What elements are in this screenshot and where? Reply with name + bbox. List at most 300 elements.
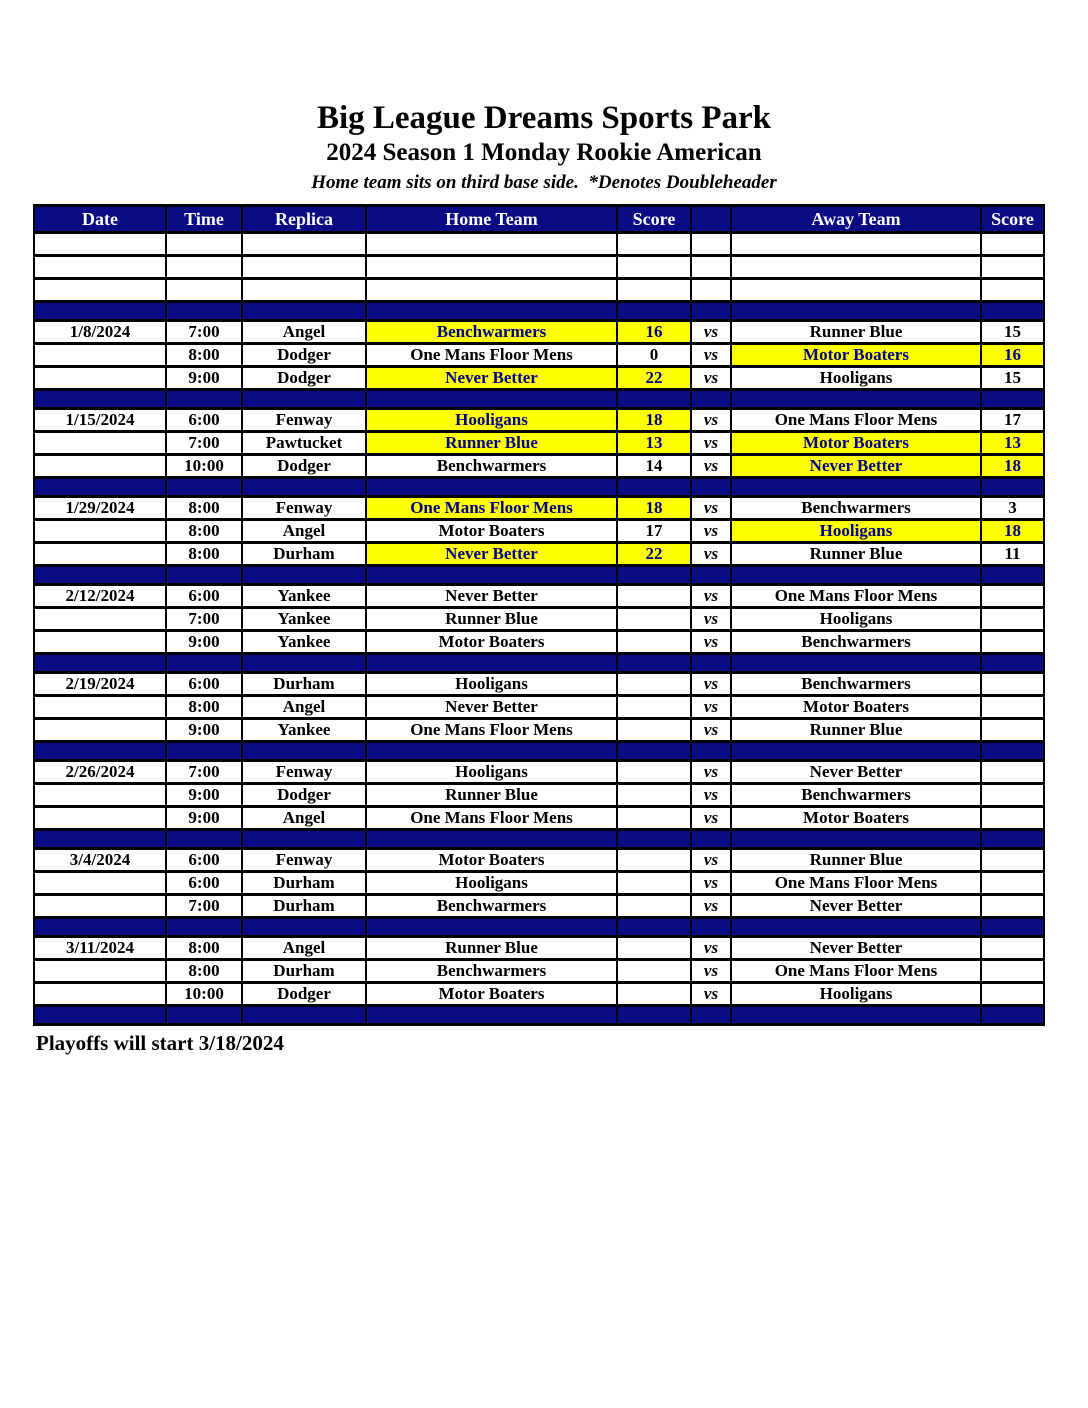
time-cell: 8:00	[166, 960, 242, 983]
time-cell: 7:00	[166, 321, 242, 344]
game-row	[34, 872, 1044, 895]
away-team-cell: Hooligans	[731, 367, 981, 390]
away-team-cell: Motor Boaters	[731, 432, 981, 455]
home-team-cell	[366, 256, 617, 279]
separator-row	[34, 302, 1044, 321]
time-cell: 6:00	[166, 409, 242, 432]
replica-cell	[242, 1006, 366, 1025]
away-team-cell: Benchwarmers	[731, 631, 981, 654]
vs-cell: vs	[691, 321, 731, 344]
page-title: Big League Dreams Sports Park	[316, 100, 772, 136]
away-team-cell: One Mans Floor Mens	[731, 960, 981, 983]
col-header-home-team: Home Team	[366, 206, 617, 233]
blank-row	[34, 233, 1044, 256]
home-team-cell: Hooligans	[366, 673, 617, 696]
game-row	[34, 960, 1044, 983]
replica-cell: Dodger	[242, 983, 366, 1006]
page-note: Home team sits on third base side. *Denotes Doubleheader	[311, 172, 777, 194]
replica-cell	[242, 566, 366, 585]
home-score-cell	[617, 830, 691, 849]
home-score-cell	[617, 742, 691, 761]
home-team-cell: Benchwarmers	[366, 895, 617, 918]
time-cell: 8:00	[166, 543, 242, 566]
replica-cell: Dodger	[242, 367, 366, 390]
home-team-cell: Hooligans	[366, 872, 617, 895]
game-row	[34, 983, 1044, 1006]
replica-cell	[242, 233, 366, 256]
col-header-score: Score	[981, 206, 1044, 233]
date-cell	[34, 608, 166, 631]
game-row	[34, 585, 1044, 608]
home-team-cell: Benchwarmers	[366, 321, 617, 344]
date-cell	[34, 543, 166, 566]
home-team-cell	[366, 742, 617, 761]
date-cell	[34, 895, 166, 918]
date-cell	[34, 279, 166, 302]
separator-row	[34, 918, 1044, 937]
time-cell	[166, 302, 242, 321]
away-score-cell	[981, 983, 1044, 1006]
away-score-cell	[981, 233, 1044, 256]
away-score-cell: 15	[981, 321, 1044, 344]
date-cell	[34, 566, 166, 585]
away-score-cell	[981, 696, 1044, 719]
away-team-cell: Never Better	[731, 455, 981, 478]
vs-cell	[691, 478, 731, 497]
game-row	[34, 497, 1044, 520]
away-score-cell: 13	[981, 432, 1044, 455]
time-cell: 7:00	[166, 895, 242, 918]
away-team-cell: Never Better	[731, 895, 981, 918]
time-cell	[166, 918, 242, 937]
home-score-cell	[617, 654, 691, 673]
away-score-cell	[981, 895, 1044, 918]
away-team-cell: Runner Blue	[731, 849, 981, 872]
replica-cell: Yankee	[242, 719, 366, 742]
replica-cell	[242, 302, 366, 321]
home-score-cell: 0	[617, 344, 691, 367]
replica-cell: Yankee	[242, 585, 366, 608]
time-cell: 6:00	[166, 872, 242, 895]
game-row	[34, 673, 1044, 696]
date-cell	[34, 390, 166, 409]
replica-cell	[242, 654, 366, 673]
away-score-cell	[981, 302, 1044, 321]
home-team-cell: Never Better	[366, 696, 617, 719]
time-cell: 8:00	[166, 497, 242, 520]
time-cell	[166, 279, 242, 302]
date-cell	[34, 872, 166, 895]
vs-cell: vs	[691, 849, 731, 872]
away-team-cell: Motor Boaters	[731, 696, 981, 719]
replica-cell: Dodger	[242, 784, 366, 807]
separator-row	[34, 390, 1044, 409]
game-row	[34, 344, 1044, 367]
away-score-cell	[981, 585, 1044, 608]
away-score-cell	[981, 566, 1044, 585]
vs-cell	[691, 279, 731, 302]
away-team-cell: One Mans Floor Mens	[731, 872, 981, 895]
playoffs-note: Playoffs will start 3/18/2024	[36, 1031, 284, 1056]
away-score-cell	[981, 849, 1044, 872]
blank-row	[34, 279, 1044, 302]
replica-cell: Angel	[242, 696, 366, 719]
game-row	[34, 455, 1044, 478]
home-score-cell: 22	[617, 543, 691, 566]
away-score-cell	[981, 761, 1044, 784]
away-score-cell	[981, 960, 1044, 983]
replica-cell: Durham	[242, 673, 366, 696]
replica-cell: Fenway	[242, 761, 366, 784]
vs-cell	[691, 1006, 731, 1025]
away-team-cell: Runner Blue	[731, 719, 981, 742]
home-score-cell	[617, 761, 691, 784]
away-score-cell	[981, 1006, 1044, 1025]
vs-cell	[691, 742, 731, 761]
replica-cell	[242, 390, 366, 409]
time-cell	[166, 256, 242, 279]
home-score-cell	[617, 1006, 691, 1025]
date-cell: 1/8/2024	[34, 321, 166, 344]
vs-cell: vs	[691, 497, 731, 520]
away-score-cell	[981, 608, 1044, 631]
time-cell: 10:00	[166, 455, 242, 478]
away-score-cell: 18	[981, 520, 1044, 543]
date-cell	[34, 233, 166, 256]
away-score-cell	[981, 830, 1044, 849]
away-score-cell	[981, 742, 1044, 761]
replica-cell: Durham	[242, 960, 366, 983]
home-team-cell: Never Better	[366, 543, 617, 566]
time-cell	[166, 478, 242, 497]
away-team-cell	[731, 279, 981, 302]
replica-cell: Angel	[242, 807, 366, 830]
game-row	[34, 761, 1044, 784]
replica-cell: Pawtucket	[242, 432, 366, 455]
vs-cell	[691, 233, 731, 256]
home-score-cell	[617, 849, 691, 872]
time-cell	[166, 390, 242, 409]
vs-cell: vs	[691, 937, 731, 960]
vs-cell	[691, 390, 731, 409]
date-cell	[34, 432, 166, 455]
home-team-cell: Motor Boaters	[366, 520, 617, 543]
home-team-cell	[366, 390, 617, 409]
away-score-cell	[981, 279, 1044, 302]
home-team-cell: One Mans Floor Mens	[366, 807, 617, 830]
home-team-cell	[366, 830, 617, 849]
date-cell	[34, 918, 166, 937]
game-row	[34, 937, 1044, 960]
time-cell: 6:00	[166, 673, 242, 696]
away-score-cell	[981, 719, 1044, 742]
date-cell	[34, 344, 166, 367]
home-score-cell: 18	[617, 497, 691, 520]
time-cell: 8:00	[166, 344, 242, 367]
vs-cell: vs	[691, 673, 731, 696]
home-team-cell	[366, 918, 617, 937]
date-cell	[34, 455, 166, 478]
away-score-cell: 18	[981, 455, 1044, 478]
away-score-cell	[981, 937, 1044, 960]
date-cell: 3/4/2024	[34, 849, 166, 872]
date-cell: 1/15/2024	[34, 409, 166, 432]
vs-cell	[691, 566, 731, 585]
home-score-cell: 17	[617, 520, 691, 543]
home-score-cell	[617, 631, 691, 654]
separator-row	[34, 478, 1044, 497]
away-team-cell: One Mans Floor Mens	[731, 585, 981, 608]
replica-cell: Yankee	[242, 631, 366, 654]
home-score-cell	[617, 918, 691, 937]
away-team-cell	[731, 742, 981, 761]
time-cell: 7:00	[166, 608, 242, 631]
home-team-cell: One Mans Floor Mens	[366, 719, 617, 742]
away-team-cell: Motor Boaters	[731, 807, 981, 830]
separator-row	[34, 566, 1044, 585]
replica-cell: Dodger	[242, 344, 366, 367]
col-header-vs-spacer	[691, 206, 731, 233]
away-team-cell	[731, 302, 981, 321]
date-cell: 2/19/2024	[34, 673, 166, 696]
date-cell	[34, 478, 166, 497]
separator-row	[34, 654, 1044, 673]
page-subtitle: 2024 Season 1 Monday Rookie American	[326, 139, 762, 167]
vs-cell: vs	[691, 608, 731, 631]
game-row	[34, 631, 1044, 654]
vs-cell: vs	[691, 784, 731, 807]
home-team-cell	[366, 654, 617, 673]
away-team-cell: Benchwarmers	[731, 784, 981, 807]
away-score-cell: 3	[981, 497, 1044, 520]
date-cell	[34, 367, 166, 390]
date-cell	[34, 1006, 166, 1025]
away-score-cell	[981, 784, 1044, 807]
home-team-cell	[366, 279, 617, 302]
replica-cell: Angel	[242, 321, 366, 344]
away-team-cell	[731, 1006, 981, 1025]
home-team-cell	[366, 233, 617, 256]
home-team-cell: Benchwarmers	[366, 960, 617, 983]
vs-cell: vs	[691, 585, 731, 608]
away-score-cell	[981, 918, 1044, 937]
date-cell: 3/11/2024	[34, 937, 166, 960]
date-cell	[34, 807, 166, 830]
away-score-cell	[981, 631, 1044, 654]
vs-cell: vs	[691, 872, 731, 895]
away-team-cell: One Mans Floor Mens	[731, 409, 981, 432]
away-team-cell: Motor Boaters	[731, 344, 981, 367]
replica-cell: Durham	[242, 543, 366, 566]
title-block	[0, 0, 1088, 194]
vs-cell: vs	[691, 960, 731, 983]
date-cell	[34, 520, 166, 543]
game-row	[34, 608, 1044, 631]
home-score-cell	[617, 478, 691, 497]
away-score-cell: 16	[981, 344, 1044, 367]
vs-cell	[691, 302, 731, 321]
time-cell: 8:00	[166, 937, 242, 960]
away-team-cell	[731, 478, 981, 497]
replica-cell	[242, 478, 366, 497]
home-team-cell: Runner Blue	[366, 784, 617, 807]
col-header-score: Score	[617, 206, 691, 233]
away-team-cell: Benchwarmers	[731, 497, 981, 520]
vs-cell: vs	[691, 432, 731, 455]
replica-cell: Durham	[242, 872, 366, 895]
away-team-cell	[731, 918, 981, 937]
header-row	[34, 206, 1044, 233]
game-row	[34, 367, 1044, 390]
date-cell: 2/12/2024	[34, 585, 166, 608]
home-score-cell: 18	[617, 409, 691, 432]
away-team-cell	[731, 233, 981, 256]
separator-row	[34, 830, 1044, 849]
time-cell: 7:00	[166, 761, 242, 784]
home-score-cell	[617, 960, 691, 983]
time-cell	[166, 566, 242, 585]
away-score-cell	[981, 673, 1044, 696]
time-cell: 6:00	[166, 849, 242, 872]
home-team-cell	[366, 478, 617, 497]
home-score-cell	[617, 784, 691, 807]
blank-row	[34, 256, 1044, 279]
home-score-cell	[617, 895, 691, 918]
time-cell	[166, 654, 242, 673]
vs-cell: vs	[691, 696, 731, 719]
away-team-cell	[731, 390, 981, 409]
col-header-time: Time	[166, 206, 242, 233]
home-team-cell: Runner Blue	[366, 608, 617, 631]
game-row	[34, 784, 1044, 807]
date-cell	[34, 742, 166, 761]
date-cell	[34, 719, 166, 742]
date-cell	[34, 983, 166, 1006]
vs-cell	[691, 918, 731, 937]
vs-cell: vs	[691, 455, 731, 478]
vs-cell: vs	[691, 344, 731, 367]
replica-cell: Fenway	[242, 409, 366, 432]
col-header-date: Date	[34, 206, 166, 233]
game-row	[34, 520, 1044, 543]
replica-cell: Fenway	[242, 497, 366, 520]
game-row	[34, 807, 1044, 830]
home-score-cell: 16	[617, 321, 691, 344]
date-cell	[34, 256, 166, 279]
game-row	[34, 432, 1044, 455]
vs-cell: vs	[691, 631, 731, 654]
away-score-cell	[981, 478, 1044, 497]
replica-cell	[242, 742, 366, 761]
game-row	[34, 321, 1044, 344]
game-row	[34, 696, 1044, 719]
home-score-cell	[617, 566, 691, 585]
date-cell	[34, 830, 166, 849]
separator-row	[34, 1006, 1044, 1025]
time-cell: 8:00	[166, 696, 242, 719]
game-row	[34, 719, 1044, 742]
vs-cell: vs	[691, 367, 731, 390]
time-cell: 9:00	[166, 719, 242, 742]
vs-cell: vs	[691, 761, 731, 784]
vs-cell: vs	[691, 409, 731, 432]
vs-cell: vs	[691, 520, 731, 543]
date-cell	[34, 631, 166, 654]
home-score-cell	[617, 608, 691, 631]
home-score-cell	[617, 256, 691, 279]
away-team-cell	[731, 566, 981, 585]
away-team-cell: Benchwarmers	[731, 673, 981, 696]
vs-cell: vs	[691, 719, 731, 742]
home-team-cell: Never Better	[366, 367, 617, 390]
home-score-cell	[617, 719, 691, 742]
away-score-cell	[981, 872, 1044, 895]
replica-cell	[242, 279, 366, 302]
vs-cell	[691, 654, 731, 673]
replica-cell: Dodger	[242, 455, 366, 478]
home-team-cell	[366, 566, 617, 585]
time-cell	[166, 742, 242, 761]
home-team-cell: One Mans Floor Mens	[366, 497, 617, 520]
home-score-cell: 13	[617, 432, 691, 455]
home-score-cell	[617, 302, 691, 321]
replica-cell: Yankee	[242, 608, 366, 631]
home-score-cell	[617, 983, 691, 1006]
away-score-cell: 17	[981, 409, 1044, 432]
away-score-cell: 15	[981, 367, 1044, 390]
game-row	[34, 849, 1044, 872]
replica-cell	[242, 830, 366, 849]
away-team-cell: Never Better	[731, 937, 981, 960]
home-score-cell	[617, 233, 691, 256]
away-team-cell: Hooligans	[731, 983, 981, 1006]
time-cell: 6:00	[166, 585, 242, 608]
home-team-cell: Runner Blue	[366, 937, 617, 960]
home-team-cell: One Mans Floor Mens	[366, 344, 617, 367]
replica-cell: Angel	[242, 520, 366, 543]
date-cell	[34, 302, 166, 321]
replica-cell: Durham	[242, 895, 366, 918]
game-row	[34, 895, 1044, 918]
date-cell	[34, 696, 166, 719]
home-team-cell: Benchwarmers	[366, 455, 617, 478]
away-score-cell: 11	[981, 543, 1044, 566]
date-cell	[34, 784, 166, 807]
date-cell	[34, 654, 166, 673]
away-team-cell: Hooligans	[731, 520, 981, 543]
home-team-cell: Hooligans	[366, 409, 617, 432]
away-team-cell	[731, 256, 981, 279]
away-score-cell	[981, 256, 1044, 279]
vs-cell	[691, 256, 731, 279]
home-score-cell: 22	[617, 367, 691, 390]
away-score-cell	[981, 807, 1044, 830]
replica-cell: Fenway	[242, 849, 366, 872]
away-score-cell	[981, 390, 1044, 409]
schedule-table	[33, 204, 1045, 1026]
replica-cell	[242, 918, 366, 937]
time-cell: 9:00	[166, 784, 242, 807]
replica-cell: Angel	[242, 937, 366, 960]
away-team-cell	[731, 830, 981, 849]
home-score-cell	[617, 279, 691, 302]
vs-cell	[691, 830, 731, 849]
home-team-cell: Motor Boaters	[366, 983, 617, 1006]
home-score-cell	[617, 872, 691, 895]
home-team-cell: Motor Boaters	[366, 631, 617, 654]
game-row	[34, 409, 1044, 432]
vs-cell: vs	[691, 543, 731, 566]
